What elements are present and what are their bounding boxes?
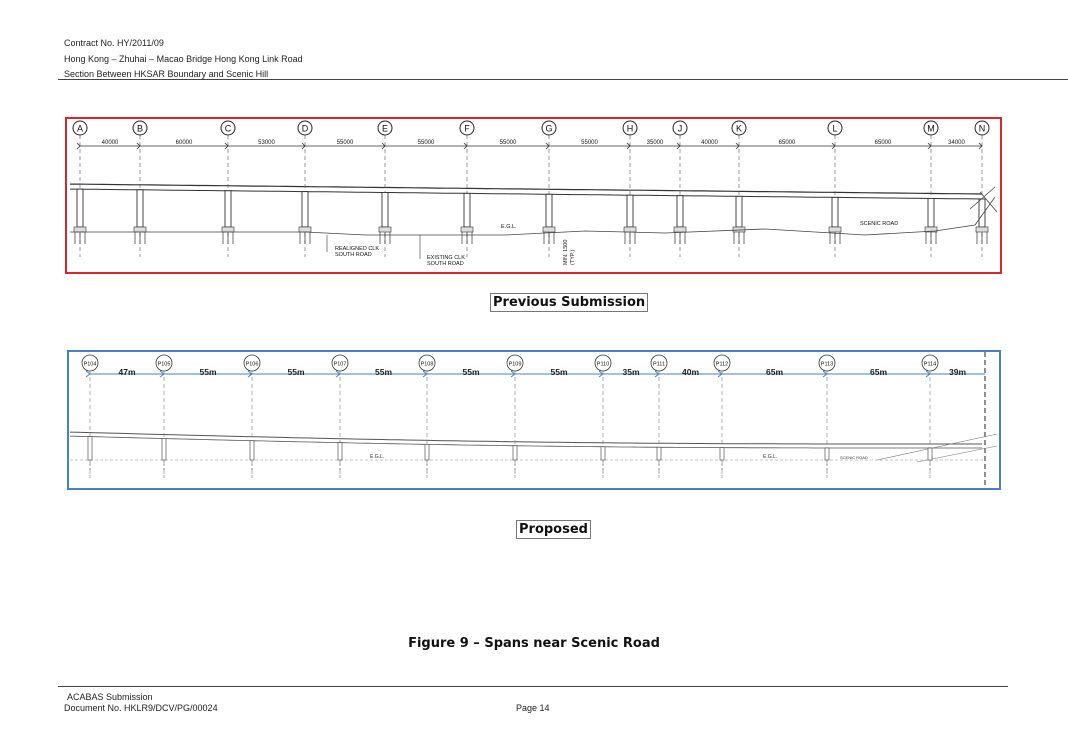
proposed-elevation-svg [67,350,1001,490]
previous-pile-cap [134,227,146,232]
previous-pier [464,193,470,227]
proposed-pier [657,447,661,460]
footer-page-number: Page 14 [516,703,550,713]
proposed-note-egl: E.G.L. [370,454,385,460]
previous-pier [832,197,838,227]
previous-span-dimension: 55000 [581,140,598,146]
contract-number: Contract No. HY/2011/09 [64,38,164,48]
previous-note-existing-road: SOUTH ROAD [427,261,464,267]
previous-piles [977,232,987,244]
previous-pile-cap [299,227,311,232]
previous-piles [675,232,685,244]
previous-deck-bottom [70,189,982,199]
previous-pier [382,192,388,227]
previous-grid-label: J [677,123,683,134]
previous-pier [979,199,985,227]
previous-span-dimension: 55000 [336,140,354,146]
previous-grid-label: D [301,123,309,134]
previous-pier [736,196,742,227]
previous-grid-label: M [927,123,935,134]
proposed-pier-label: P105 [157,361,171,368]
previous-pier [77,189,83,227]
previous-span-dimension: 65000 [874,140,892,146]
proposed-span-length: 55m [374,367,393,377]
previous-grid-label: G [545,123,553,134]
previous-pier [546,194,552,227]
previous-note-scenic-road: SCENIC ROAD [860,221,899,227]
previous-note-egl: E.G.L. [501,224,517,230]
previous-pier [302,192,308,227]
previous-pile-cap [461,227,473,232]
previous-pile-cap [624,227,636,232]
previous-pile-cap [222,227,234,232]
proposed-note-scenic-road: SCENIC ROAD [840,455,868,460]
previous-piles [380,232,390,244]
previous-note-realigned: REALIGNED CLK [335,246,380,252]
previous-pier [677,196,683,227]
previous-piles [135,232,145,244]
previous-pile-cap [674,227,686,232]
proposed-span-length: 39m [948,367,967,377]
previous-span-dimension: 65000 [778,140,796,146]
proposed-span-length: 55m [462,367,480,377]
previous-note-typ: (TYP.) [570,249,576,265]
previous-grid-label: E [381,123,389,134]
previous-piles [300,232,310,244]
proposed-pier-label: P108 [420,361,434,368]
footer-submission: ACABAS Submission [67,692,153,702]
footer-document-number: Document No. HKLR9/DCV/PG/00024 [64,703,218,713]
proposed-pier [425,444,429,460]
proposed-pier [720,448,724,460]
previous-elevation-svg [65,117,1002,274]
header-divider [58,79,1068,80]
previous-grid-label: F [464,123,470,134]
previous-piles [223,232,233,244]
previous-grid-label: K [735,123,743,134]
project-name: Hong Kong – Zhuhai – Macao Bridge Hong Kong Link Road [64,54,303,64]
previous-deck-top [70,184,982,194]
previous-pile-cap [74,227,86,232]
previous-pile-cap [379,227,391,232]
previous-span-dimension: 53000 [258,140,275,146]
proposed-pier [928,448,932,460]
proposed-pier-label: P109 [508,361,522,368]
previous-pier [137,190,143,227]
proposed-span-length: 65m [765,367,784,377]
previous-grid-label: H [626,123,634,134]
previous-grid-label: L [832,123,838,134]
previous-piles [544,232,554,244]
previous-span-dimension: 40000 [701,140,718,146]
proposed-pier-label: P110 [596,361,610,368]
proposed-span-length: 55m [550,367,568,377]
proposed-span-length: 40m [681,367,700,377]
previous-note-existing: EXISTING CLK [427,255,465,261]
proposed-span-length: 35m [622,367,640,377]
proposed-pier [162,439,166,460]
proposed-pier [513,446,517,460]
proposed-pier [250,441,254,460]
previous-span-dimension: 55000 [499,140,517,146]
proposed-caption: Proposed [516,520,591,539]
previous-caption: Previous Submission [490,293,648,312]
proposed-pier-label: P104 [83,361,97,368]
previous-span-dimension: 55000 [417,140,435,146]
previous-span-dimension: 40000 [101,140,119,146]
proposed-pier-label: P112 [715,361,729,368]
previous-grid-label: C [224,123,232,134]
proposed-note-egl: E.G.L. [763,454,778,460]
previous-ground-line [70,197,995,235]
previous-span-dimension: 60000 [175,140,193,146]
previous-piles [462,232,472,244]
previous-pier [928,198,934,227]
proposed-pier [601,447,605,460]
previous-piles [625,232,635,244]
footer-divider [58,686,1008,687]
previous-pile-cap [543,227,555,232]
previous-piles [926,232,936,244]
previous-piles [734,232,744,244]
proposed-span-length: 55m [287,367,305,377]
previous-span-dimension: 34000 [948,140,965,146]
proposed-pier [825,448,829,460]
proposed-pier-label: P113 [820,361,834,368]
previous-piles [75,232,85,244]
previous-frame [66,118,1001,273]
previous-note-realigned-road: SOUTH ROAD [335,252,372,258]
previous-pile-cap [829,227,841,232]
proposed-dimension-arrow [86,371,90,377]
previous-drawing [65,117,1002,274]
proposed-pier [338,443,342,460]
previous-pile-cap [976,227,988,232]
previous-span-dimension: 35000 [646,140,664,146]
figure-title: Figure 9 – Spans near Scenic Road [408,636,660,651]
proposed-drawing [67,350,1001,490]
previous-grid-label: N [978,123,986,134]
previous-dimension-tick [77,143,80,149]
proposed-span-length: 65m [869,367,888,377]
proposed-span-length: 55m [199,367,217,377]
proposed-pier-label: P111 [652,361,666,368]
previous-grid-label: B [136,123,144,134]
section-name: Section Between HKSAR Boundary and Scenic Hill [64,69,269,79]
previous-note-min: MIN. 1500 [563,239,569,265]
proposed-pier-label: P106 [245,361,259,368]
proposed-pier-label: P114 [923,361,937,368]
previous-pier [225,191,231,227]
previous-grid-label: A [76,123,84,134]
previous-pier [627,195,633,227]
proposed-deck-top [70,432,982,444]
proposed-span-length: 47m [118,367,136,377]
proposed-pier [88,437,92,460]
proposed-pier-label: P107 [333,361,347,368]
